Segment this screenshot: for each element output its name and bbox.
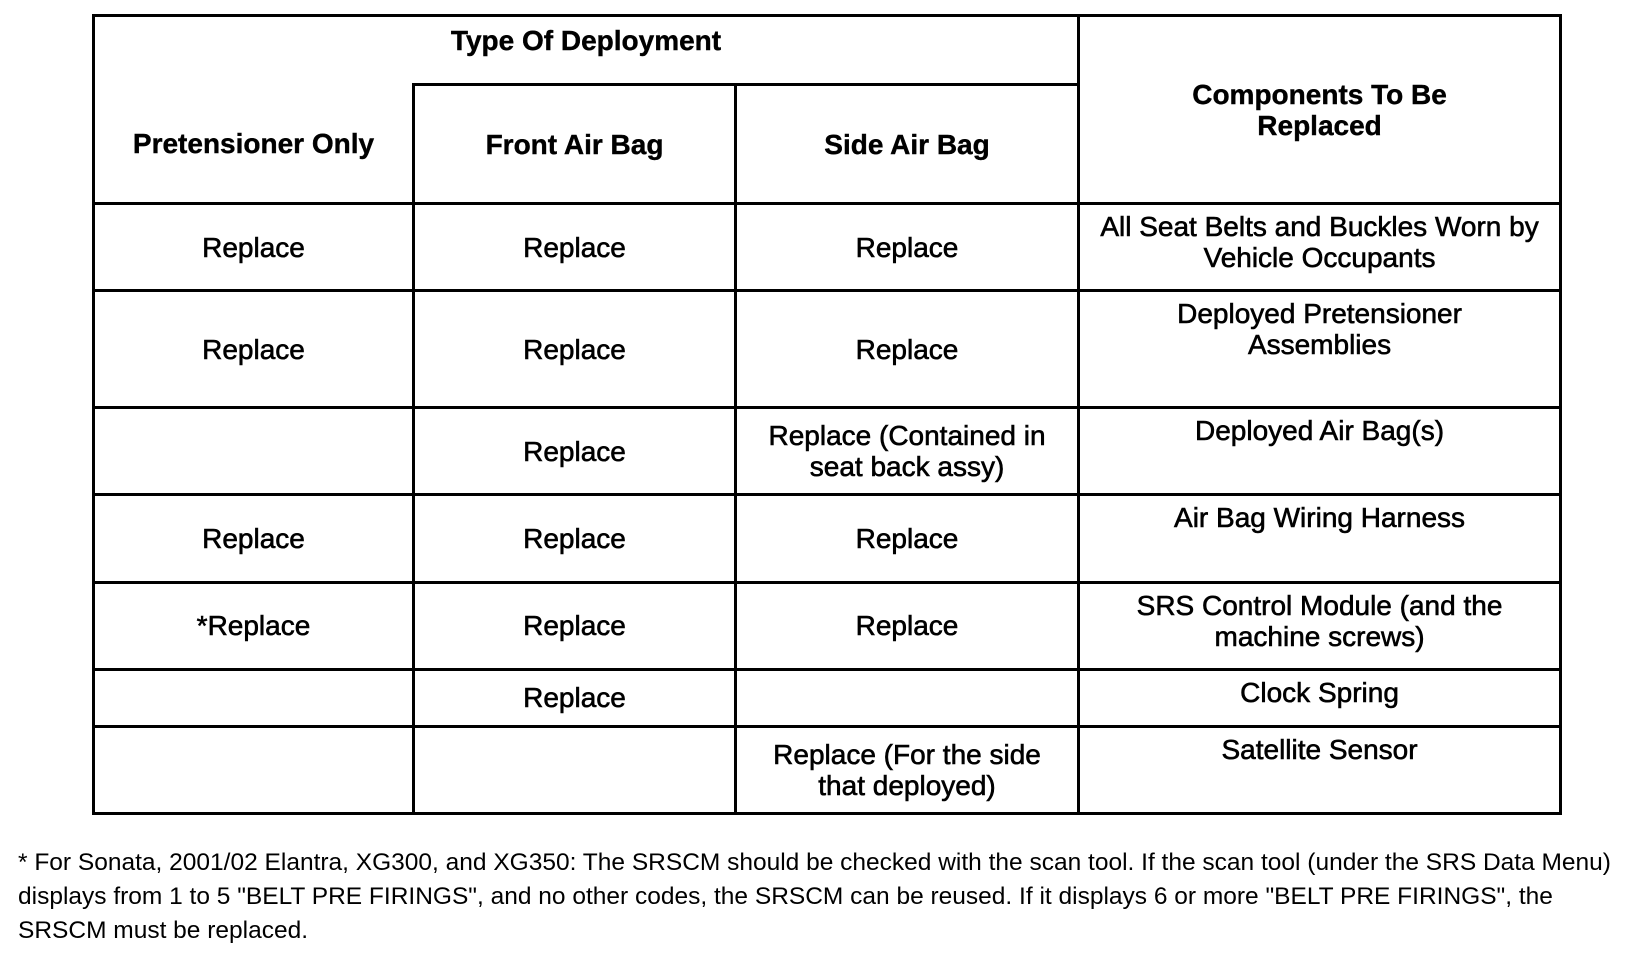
footnote: * For Sonata, 2001/02 Elantra, XG300, and XG350: The SRSCM should be checked with the scan tool. If the scan tool (under the SRS Data Menu) displays from 1 to 5 "BELT PRE FIRINGS", and no other codes, the SRSCM can be reused. If it displays 6 or more "BELT PRE FIRINGS", the SRSCM must be replaced. bbox=[18, 849, 1611, 944]
component-cell: Deployed Air Bag(s) bbox=[1079, 408, 1561, 495]
side-air-bag-cell: Replace bbox=[736, 582, 1079, 669]
front-air-bag-cell: Replace bbox=[414, 204, 736, 291]
front-air-bag-cell: Replace bbox=[414, 408, 736, 495]
table-row bbox=[94, 291, 1561, 408]
front-air-bag-header: Front Air Bag bbox=[414, 85, 736, 204]
component-cell: Air Bag Wiring Harness bbox=[1079, 495, 1561, 582]
side-air-bag-cell: Replace bbox=[736, 495, 1079, 582]
front-air-bag-cell bbox=[414, 726, 736, 813]
deployment-table bbox=[92, 14, 1562, 815]
components-header: Components To Be Replaced bbox=[1079, 16, 1561, 204]
front-air-bag-cell: Replace bbox=[414, 582, 736, 669]
component-cell: Deployed Pretensioner Assemblies bbox=[1079, 291, 1561, 408]
side-air-bag-cell: Replace bbox=[736, 204, 1079, 291]
table-row bbox=[94, 726, 1561, 813]
type-of-deployment-header: Type Of Deployment bbox=[94, 16, 1079, 85]
front-air-bag-cell: Replace bbox=[414, 495, 736, 582]
pretensioner-cell bbox=[94, 669, 414, 726]
side-air-bag-cell: Replace (Contained in seat back assy) bbox=[736, 408, 1079, 495]
side-air-bag-cell: Replace bbox=[736, 291, 1079, 408]
pretensioner-only-header: Pretensioner Only bbox=[94, 85, 414, 204]
front-air-bag-cell: Replace bbox=[414, 291, 736, 408]
side-air-bag-cell: Replace (For the side that deployed) bbox=[736, 726, 1079, 813]
table-row bbox=[94, 408, 1561, 495]
pretensioner-cell bbox=[94, 726, 414, 813]
side-air-bag-cell bbox=[736, 669, 1079, 726]
component-cell: Clock Spring bbox=[1079, 669, 1561, 726]
pretensioner-cell: Replace bbox=[94, 204, 414, 291]
table-row bbox=[94, 204, 1561, 291]
table-row bbox=[94, 669, 1561, 726]
component-cell: SRS Control Module (and the machine screws) bbox=[1079, 582, 1561, 669]
component-cell: All Seat Belts and Buckles Worn by Vehicle Occupants bbox=[1079, 204, 1561, 291]
component-cell: Satellite Sensor bbox=[1079, 726, 1561, 813]
table-row bbox=[94, 582, 1561, 669]
pretensioner-cell: Replace bbox=[94, 495, 414, 582]
pretensioner-cell: Replace bbox=[94, 291, 414, 408]
pretensioner-cell: *Replace bbox=[94, 582, 414, 669]
table-row bbox=[94, 495, 1561, 582]
pretensioner-cell bbox=[94, 408, 414, 495]
front-air-bag-cell: Replace bbox=[414, 669, 736, 726]
side-air-bag-header: Side Air Bag bbox=[736, 85, 1079, 204]
